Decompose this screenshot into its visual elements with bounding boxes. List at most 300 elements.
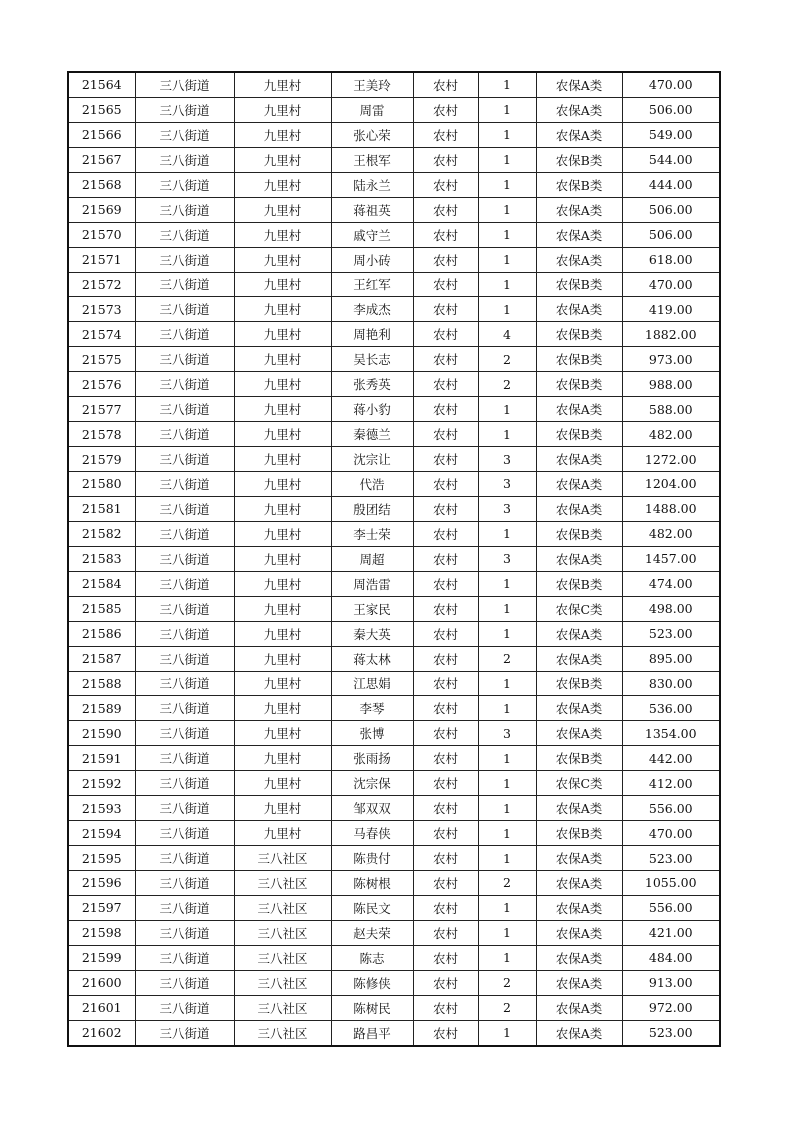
name-cell: 马春侠 [331, 821, 413, 846]
subdistrict-cell: 三八街道 [135, 347, 234, 372]
name-cell: 江思娟 [331, 671, 413, 696]
amount-cell: 988.00 [622, 372, 720, 397]
table-row [68, 97, 720, 122]
household-type-cell: 农村 [413, 746, 478, 771]
subdistrict-cell: 三八街道 [135, 796, 234, 821]
village-cell: 三八社区 [234, 1020, 331, 1045]
name-cell: 蒋太林 [331, 646, 413, 671]
record-id-cell: 21598 [68, 920, 135, 945]
village-cell: 九里村 [234, 671, 331, 696]
record-id-cell: 21600 [68, 970, 135, 995]
household-type-cell: 农村 [413, 796, 478, 821]
subdistrict-cell: 三八街道 [135, 721, 234, 746]
household-type-cell: 农村 [413, 621, 478, 646]
name-cell: 李成杰 [331, 297, 413, 322]
table-row [68, 297, 720, 322]
record-id-cell: 21568 [68, 172, 135, 197]
persons-cell: 2 [478, 995, 536, 1020]
name-cell: 王根军 [331, 147, 413, 172]
village-cell: 三八社区 [234, 970, 331, 995]
insurance-category-cell: 农保A类 [536, 122, 622, 147]
household-type-cell: 农村 [413, 596, 478, 621]
table-row [68, 272, 720, 297]
persons-cell: 1 [478, 821, 536, 846]
record-id-cell: 21570 [68, 222, 135, 247]
insurance-category-cell: 农保B类 [536, 272, 622, 297]
amount-cell: 470.00 [622, 72, 720, 97]
persons-cell: 3 [478, 721, 536, 746]
record-id-cell: 21578 [68, 422, 135, 447]
insurance-category-cell: 农保C类 [536, 596, 622, 621]
subdistrict-cell: 三八街道 [135, 646, 234, 671]
household-type-cell: 农村 [413, 447, 478, 472]
insurance-category-cell: 农保A类 [536, 721, 622, 746]
insurance-category-cell: 农保B类 [536, 671, 622, 696]
insurance-category-cell: 农保B类 [536, 821, 622, 846]
amount-cell: 470.00 [622, 272, 720, 297]
household-type-cell: 农村 [413, 172, 478, 197]
insurance-category-cell: 农保B类 [536, 746, 622, 771]
record-id-cell: 21590 [68, 721, 135, 746]
table-row [68, 746, 720, 771]
village-cell: 九里村 [234, 247, 331, 272]
subdistrict-cell: 三八街道 [135, 696, 234, 721]
record-id-cell: 21569 [68, 197, 135, 222]
amount-cell: 421.00 [622, 920, 720, 945]
table-row [68, 995, 720, 1020]
name-cell: 陈树根 [331, 871, 413, 896]
village-cell: 九里村 [234, 397, 331, 422]
persons-cell: 1 [478, 746, 536, 771]
record-id-cell: 21580 [68, 472, 135, 497]
household-type-cell: 农村 [413, 496, 478, 521]
name-cell: 陈树民 [331, 995, 413, 1020]
name-cell: 张心荣 [331, 122, 413, 147]
subdistrict-cell: 三八街道 [135, 272, 234, 297]
amount-cell: 1488.00 [622, 496, 720, 521]
persons-cell: 1 [478, 222, 536, 247]
persons-cell: 2 [478, 970, 536, 995]
table-row [68, 1020, 720, 1045]
amount-cell: 895.00 [622, 646, 720, 671]
table-row [68, 596, 720, 621]
amount-cell: 1882.00 [622, 322, 720, 347]
name-cell: 沈宗让 [331, 447, 413, 472]
persons-cell: 1 [478, 297, 536, 322]
subdistrict-cell: 三八街道 [135, 920, 234, 945]
persons-cell: 1 [478, 422, 536, 447]
table-row [68, 546, 720, 571]
amount-cell: 482.00 [622, 521, 720, 546]
record-id-cell: 21564 [68, 72, 135, 97]
persons-cell: 1 [478, 671, 536, 696]
subdistrict-cell: 三八街道 [135, 447, 234, 472]
name-cell: 陈志 [331, 945, 413, 970]
name-cell: 周小砖 [331, 247, 413, 272]
persons-cell: 3 [478, 447, 536, 472]
subdistrict-cell: 三八街道 [135, 422, 234, 447]
insurance-category-cell: 农保A类 [536, 621, 622, 646]
name-cell: 张雨扬 [331, 746, 413, 771]
name-cell: 陆永兰 [331, 172, 413, 197]
insurance-category-cell: 农保A类 [536, 970, 622, 995]
table-row [68, 671, 720, 696]
village-cell: 三八社区 [234, 871, 331, 896]
village-cell: 九里村 [234, 521, 331, 546]
amount-cell: 419.00 [622, 297, 720, 322]
village-cell: 三八社区 [234, 920, 331, 945]
village-cell: 九里村 [234, 796, 331, 821]
village-cell: 九里村 [234, 372, 331, 397]
subdistrict-cell: 三八街道 [135, 746, 234, 771]
table-row [68, 771, 720, 796]
persons-cell: 1 [478, 696, 536, 721]
amount-cell: 1272.00 [622, 447, 720, 472]
village-cell: 九里村 [234, 72, 331, 97]
amount-cell: 482.00 [622, 422, 720, 447]
village-cell: 九里村 [234, 172, 331, 197]
name-cell: 吴长志 [331, 347, 413, 372]
village-cell: 九里村 [234, 546, 331, 571]
record-id-cell: 21599 [68, 945, 135, 970]
insurance-category-cell: 农保A类 [536, 796, 622, 821]
insurance-category-cell: 农保B类 [536, 322, 622, 347]
table-row [68, 945, 720, 970]
household-type-cell: 农村 [413, 147, 478, 172]
amount-cell: 506.00 [622, 197, 720, 222]
persons-cell: 1 [478, 272, 536, 297]
name-cell: 李士荣 [331, 521, 413, 546]
record-id-cell: 21595 [68, 846, 135, 871]
table-row [68, 347, 720, 372]
subdistrict-cell: 三八街道 [135, 247, 234, 272]
amount-cell: 618.00 [622, 247, 720, 272]
insurance-category-cell: 农保A类 [536, 197, 622, 222]
amount-cell: 1055.00 [622, 871, 720, 896]
insurance-category-cell: 农保A类 [536, 397, 622, 422]
record-id-cell: 21589 [68, 696, 135, 721]
subdistrict-cell: 三八街道 [135, 596, 234, 621]
record-id-cell: 21573 [68, 297, 135, 322]
persons-cell: 1 [478, 122, 536, 147]
table-row [68, 222, 720, 247]
persons-cell: 4 [478, 322, 536, 347]
persons-cell: 1 [478, 247, 536, 272]
insurance-category-cell: 农保A类 [536, 696, 622, 721]
subdistrict-cell: 三八街道 [135, 895, 234, 920]
persons-cell: 2 [478, 347, 536, 372]
amount-cell: 523.00 [622, 1020, 720, 1045]
village-cell: 九里村 [234, 197, 331, 222]
table-row [68, 172, 720, 197]
amount-cell: 1354.00 [622, 721, 720, 746]
name-cell: 周雷 [331, 97, 413, 122]
amount-cell: 444.00 [622, 172, 720, 197]
insurance-category-cell: 农保A类 [536, 846, 622, 871]
subdistrict-cell: 三八街道 [135, 496, 234, 521]
village-cell: 九里村 [234, 621, 331, 646]
subdistrict-cell: 三八街道 [135, 322, 234, 347]
village-cell: 九里村 [234, 696, 331, 721]
subdistrict-cell: 三八街道 [135, 871, 234, 896]
insurance-category-cell: 农保A类 [536, 472, 622, 497]
amount-cell: 523.00 [622, 846, 720, 871]
household-type-cell: 农村 [413, 72, 478, 97]
village-cell: 九里村 [234, 472, 331, 497]
subdistrict-cell: 三八街道 [135, 671, 234, 696]
table-row [68, 821, 720, 846]
name-cell: 周浩雷 [331, 571, 413, 596]
village-cell: 三八社区 [234, 895, 331, 920]
record-id-cell: 21591 [68, 746, 135, 771]
persons-cell: 3 [478, 496, 536, 521]
household-type-cell: 农村 [413, 347, 478, 372]
insurance-category-cell: 农保A类 [536, 447, 622, 472]
record-id-cell: 21575 [68, 347, 135, 372]
household-type-cell: 农村 [413, 297, 478, 322]
name-cell: 赵夫荣 [331, 920, 413, 945]
subdistrict-cell: 三八街道 [135, 122, 234, 147]
subdistrict-cell: 三八街道 [135, 72, 234, 97]
table-row [68, 122, 720, 147]
subdistrict-cell: 三八街道 [135, 995, 234, 1020]
record-id-cell: 21565 [68, 97, 135, 122]
record-id-cell: 21596 [68, 871, 135, 896]
table-row [68, 472, 720, 497]
village-cell: 九里村 [234, 297, 331, 322]
household-type-cell: 农村 [413, 372, 478, 397]
name-cell: 殷团结 [331, 496, 413, 521]
record-id-cell: 21601 [68, 995, 135, 1020]
table-row [68, 646, 720, 671]
name-cell: 张博 [331, 721, 413, 746]
name-cell: 王家民 [331, 596, 413, 621]
name-cell: 秦大英 [331, 621, 413, 646]
table-row [68, 571, 720, 596]
village-cell: 九里村 [234, 447, 331, 472]
persons-cell: 1 [478, 72, 536, 97]
household-type-cell: 农村 [413, 771, 478, 796]
name-cell: 陈贵付 [331, 846, 413, 871]
village-cell: 九里村 [234, 147, 331, 172]
persons-cell: 1 [478, 796, 536, 821]
subdistrict-cell: 三八街道 [135, 172, 234, 197]
persons-cell: 1 [478, 147, 536, 172]
persons-cell: 1 [478, 197, 536, 222]
record-id-cell: 21581 [68, 496, 135, 521]
village-cell: 九里村 [234, 347, 331, 372]
household-type-cell: 农村 [413, 122, 478, 147]
insurance-category-cell: 农保B类 [536, 172, 622, 197]
table-row [68, 721, 720, 746]
insurance-category-cell: 农保B类 [536, 571, 622, 596]
insurance-category-cell: 农保A类 [536, 496, 622, 521]
insurance-category-cell: 农保A类 [536, 1020, 622, 1045]
persons-cell: 1 [478, 1020, 536, 1045]
table-row [68, 895, 720, 920]
insurance-category-cell: 农保B类 [536, 521, 622, 546]
table-row [68, 920, 720, 945]
amount-cell: 506.00 [622, 97, 720, 122]
subdistrict-cell: 三八街道 [135, 771, 234, 796]
village-cell: 九里村 [234, 646, 331, 671]
persons-cell: 2 [478, 372, 536, 397]
table-row [68, 621, 720, 646]
persons-cell: 1 [478, 895, 536, 920]
household-type-cell: 农村 [413, 995, 478, 1020]
name-cell: 秦德兰 [331, 422, 413, 447]
record-id-cell: 21586 [68, 621, 135, 646]
persons-cell: 3 [478, 472, 536, 497]
insurance-category-cell: 农保B类 [536, 372, 622, 397]
subdistrict-cell: 三八街道 [135, 397, 234, 422]
household-type-cell: 农村 [413, 970, 478, 995]
amount-cell: 830.00 [622, 671, 720, 696]
table-row [68, 422, 720, 447]
insurance-category-cell: 农保B类 [536, 422, 622, 447]
name-cell: 蒋祖英 [331, 197, 413, 222]
household-type-cell: 农村 [413, 821, 478, 846]
insurance-category-cell: 农保C类 [536, 771, 622, 796]
name-cell: 路昌平 [331, 1020, 413, 1045]
amount-cell: 442.00 [622, 746, 720, 771]
amount-cell: 1204.00 [622, 472, 720, 497]
table-row [68, 496, 720, 521]
subdistrict-cell: 三八街道 [135, 472, 234, 497]
subdistrict-cell: 三八街道 [135, 147, 234, 172]
village-cell: 九里村 [234, 322, 331, 347]
record-id-cell: 21583 [68, 546, 135, 571]
subdistrict-cell: 三八街道 [135, 1020, 234, 1045]
beneficiary-table [67, 71, 721, 1047]
household-type-cell: 农村 [413, 920, 478, 945]
household-type-cell: 农村 [413, 521, 478, 546]
persons-cell: 1 [478, 397, 536, 422]
household-type-cell: 农村 [413, 472, 478, 497]
household-type-cell: 农村 [413, 322, 478, 347]
amount-cell: 913.00 [622, 970, 720, 995]
persons-cell: 1 [478, 596, 536, 621]
persons-cell: 1 [478, 945, 536, 970]
amount-cell: 470.00 [622, 821, 720, 846]
household-type-cell: 农村 [413, 571, 478, 596]
amount-cell: 972.00 [622, 995, 720, 1020]
name-cell: 戚守兰 [331, 222, 413, 247]
village-cell: 九里村 [234, 571, 331, 596]
village-cell: 九里村 [234, 746, 331, 771]
table-row [68, 970, 720, 995]
record-id-cell: 21576 [68, 372, 135, 397]
village-cell: 九里村 [234, 596, 331, 621]
subdistrict-cell: 三八街道 [135, 621, 234, 646]
amount-cell: 412.00 [622, 771, 720, 796]
village-cell: 九里村 [234, 821, 331, 846]
village-cell: 三八社区 [234, 995, 331, 1020]
name-cell: 陈民文 [331, 895, 413, 920]
name-cell: 代浩 [331, 472, 413, 497]
insurance-category-cell: 农保A类 [536, 945, 622, 970]
subdistrict-cell: 三八街道 [135, 945, 234, 970]
table-row [68, 871, 720, 896]
amount-cell: 523.00 [622, 621, 720, 646]
household-type-cell: 农村 [413, 197, 478, 222]
amount-cell: 556.00 [622, 895, 720, 920]
subdistrict-cell: 三八街道 [135, 297, 234, 322]
name-cell: 蒋小豹 [331, 397, 413, 422]
record-id-cell: 21567 [68, 147, 135, 172]
name-cell: 周艳利 [331, 322, 413, 347]
village-cell: 九里村 [234, 721, 331, 746]
village-cell: 九里村 [234, 122, 331, 147]
amount-cell: 1457.00 [622, 546, 720, 571]
household-type-cell: 农村 [413, 646, 478, 671]
persons-cell: 1 [478, 571, 536, 596]
household-type-cell: 农村 [413, 945, 478, 970]
persons-cell: 1 [478, 621, 536, 646]
insurance-category-cell: 农保A类 [536, 72, 622, 97]
record-id-cell: 21566 [68, 122, 135, 147]
insurance-category-cell: 农保A类 [536, 995, 622, 1020]
amount-cell: 474.00 [622, 571, 720, 596]
persons-cell: 2 [478, 646, 536, 671]
village-cell: 九里村 [234, 222, 331, 247]
amount-cell: 588.00 [622, 397, 720, 422]
record-id-cell: 21593 [68, 796, 135, 821]
village-cell: 九里村 [234, 422, 331, 447]
household-type-cell: 农村 [413, 696, 478, 721]
insurance-category-cell: 农保B类 [536, 147, 622, 172]
household-type-cell: 农村 [413, 1020, 478, 1045]
record-id-cell: 21597 [68, 895, 135, 920]
subdistrict-cell: 三八街道 [135, 521, 234, 546]
household-type-cell: 农村 [413, 97, 478, 122]
insurance-category-cell: 农保A类 [536, 871, 622, 896]
amount-cell: 973.00 [622, 347, 720, 372]
subdistrict-cell: 三八街道 [135, 97, 234, 122]
village-cell: 九里村 [234, 771, 331, 796]
persons-cell: 1 [478, 846, 536, 871]
record-id-cell: 21588 [68, 671, 135, 696]
insurance-category-cell: 农保A类 [536, 247, 622, 272]
record-id-cell: 21582 [68, 521, 135, 546]
table-row [68, 397, 720, 422]
village-cell: 三八社区 [234, 846, 331, 871]
subdistrict-cell: 三八街道 [135, 197, 234, 222]
persons-cell: 2 [478, 871, 536, 896]
household-type-cell: 农村 [413, 895, 478, 920]
name-cell: 王美玲 [331, 72, 413, 97]
record-id-cell: 21602 [68, 1020, 135, 1045]
household-type-cell: 农村 [413, 272, 478, 297]
table-row [68, 447, 720, 472]
amount-cell: 484.00 [622, 945, 720, 970]
table-row [68, 147, 720, 172]
name-cell: 周超 [331, 546, 413, 571]
persons-cell: 1 [478, 172, 536, 197]
household-type-cell: 农村 [413, 422, 478, 447]
persons-cell: 1 [478, 920, 536, 945]
table-row [68, 72, 720, 97]
insurance-category-cell: 农保A类 [536, 920, 622, 945]
name-cell: 王红军 [331, 272, 413, 297]
record-id-cell: 21594 [68, 821, 135, 846]
record-id-cell: 21572 [68, 272, 135, 297]
household-type-cell: 农村 [413, 721, 478, 746]
record-id-cell: 21592 [68, 771, 135, 796]
household-type-cell: 农村 [413, 546, 478, 571]
table-row [68, 796, 720, 821]
insurance-category-cell: 农保A类 [536, 297, 622, 322]
